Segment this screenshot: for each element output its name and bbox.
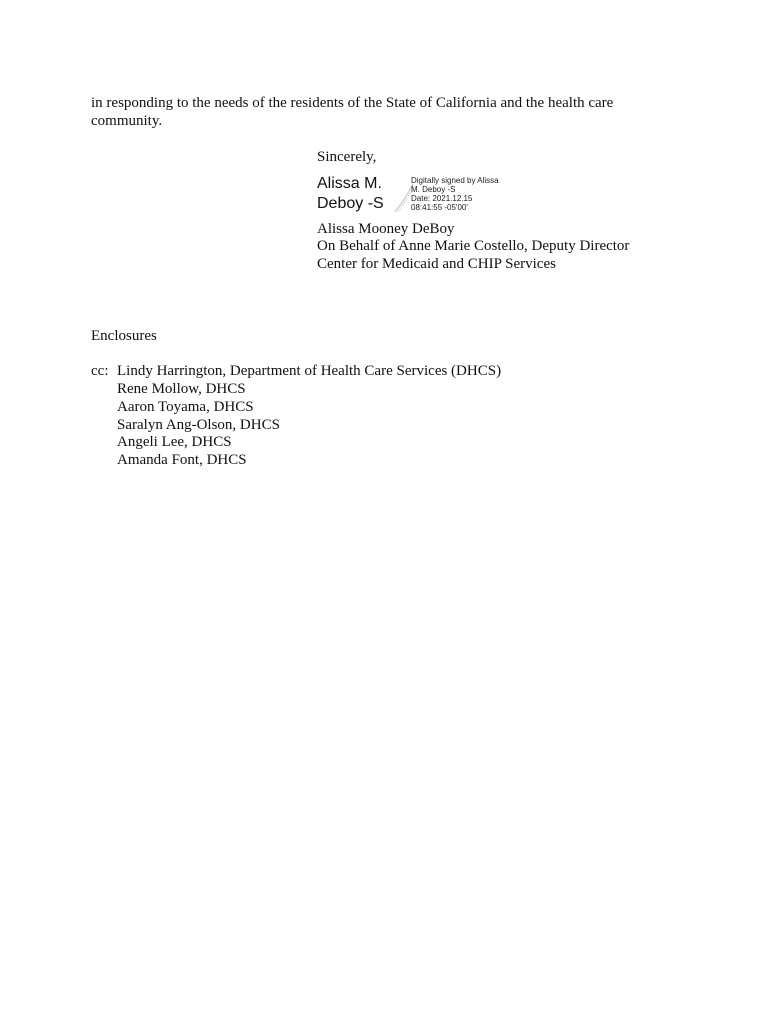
signature-detail-line: Date: 2021.12.15 xyxy=(411,194,473,203)
cc-label: cc: xyxy=(91,363,109,379)
enclosures-label: Enclosures xyxy=(91,328,157,344)
signature-name-line-2: Deboy -S xyxy=(317,195,384,212)
cc-recipient: Angeli Lee, DHCS xyxy=(117,434,232,450)
signature-details xyxy=(411,176,499,212)
signature-name-line-1: Alissa M. xyxy=(317,175,382,192)
signature-detail-line: 08:41:55 -05'00' xyxy=(411,203,468,212)
signatory-name: Alissa Mooney DeBoy xyxy=(317,221,455,237)
cc-recipient: Aaron Toyama, DHCS xyxy=(117,399,254,415)
signatory-title: On Behalf of Anne Marie Costello, Deputy Director xyxy=(317,238,630,254)
cc-recipient: Saralyn Ang-Olson, DHCS xyxy=(117,417,280,433)
closing-paragraph-line-1: in responding to the needs of the residents of the State of California and the health care xyxy=(91,95,614,111)
signature-detail-line: Digitally signed by Alissa xyxy=(411,176,499,185)
signature-detail-line: M. Deboy -S xyxy=(411,185,456,194)
cc-recipient: Amanda Font, DHCS xyxy=(117,452,247,468)
cc-recipient: Lindy Harrington, Department of Health Care Services (DHCS) xyxy=(117,363,502,379)
signatory-organization: Center for Medicaid and CHIP Services xyxy=(317,256,556,272)
salutation: Sincerely, xyxy=(317,149,377,165)
digital-signature xyxy=(317,174,517,214)
cc-recipient: Rene Mollow, DHCS xyxy=(117,381,246,397)
closing-paragraph-line-2: community. xyxy=(91,113,163,129)
